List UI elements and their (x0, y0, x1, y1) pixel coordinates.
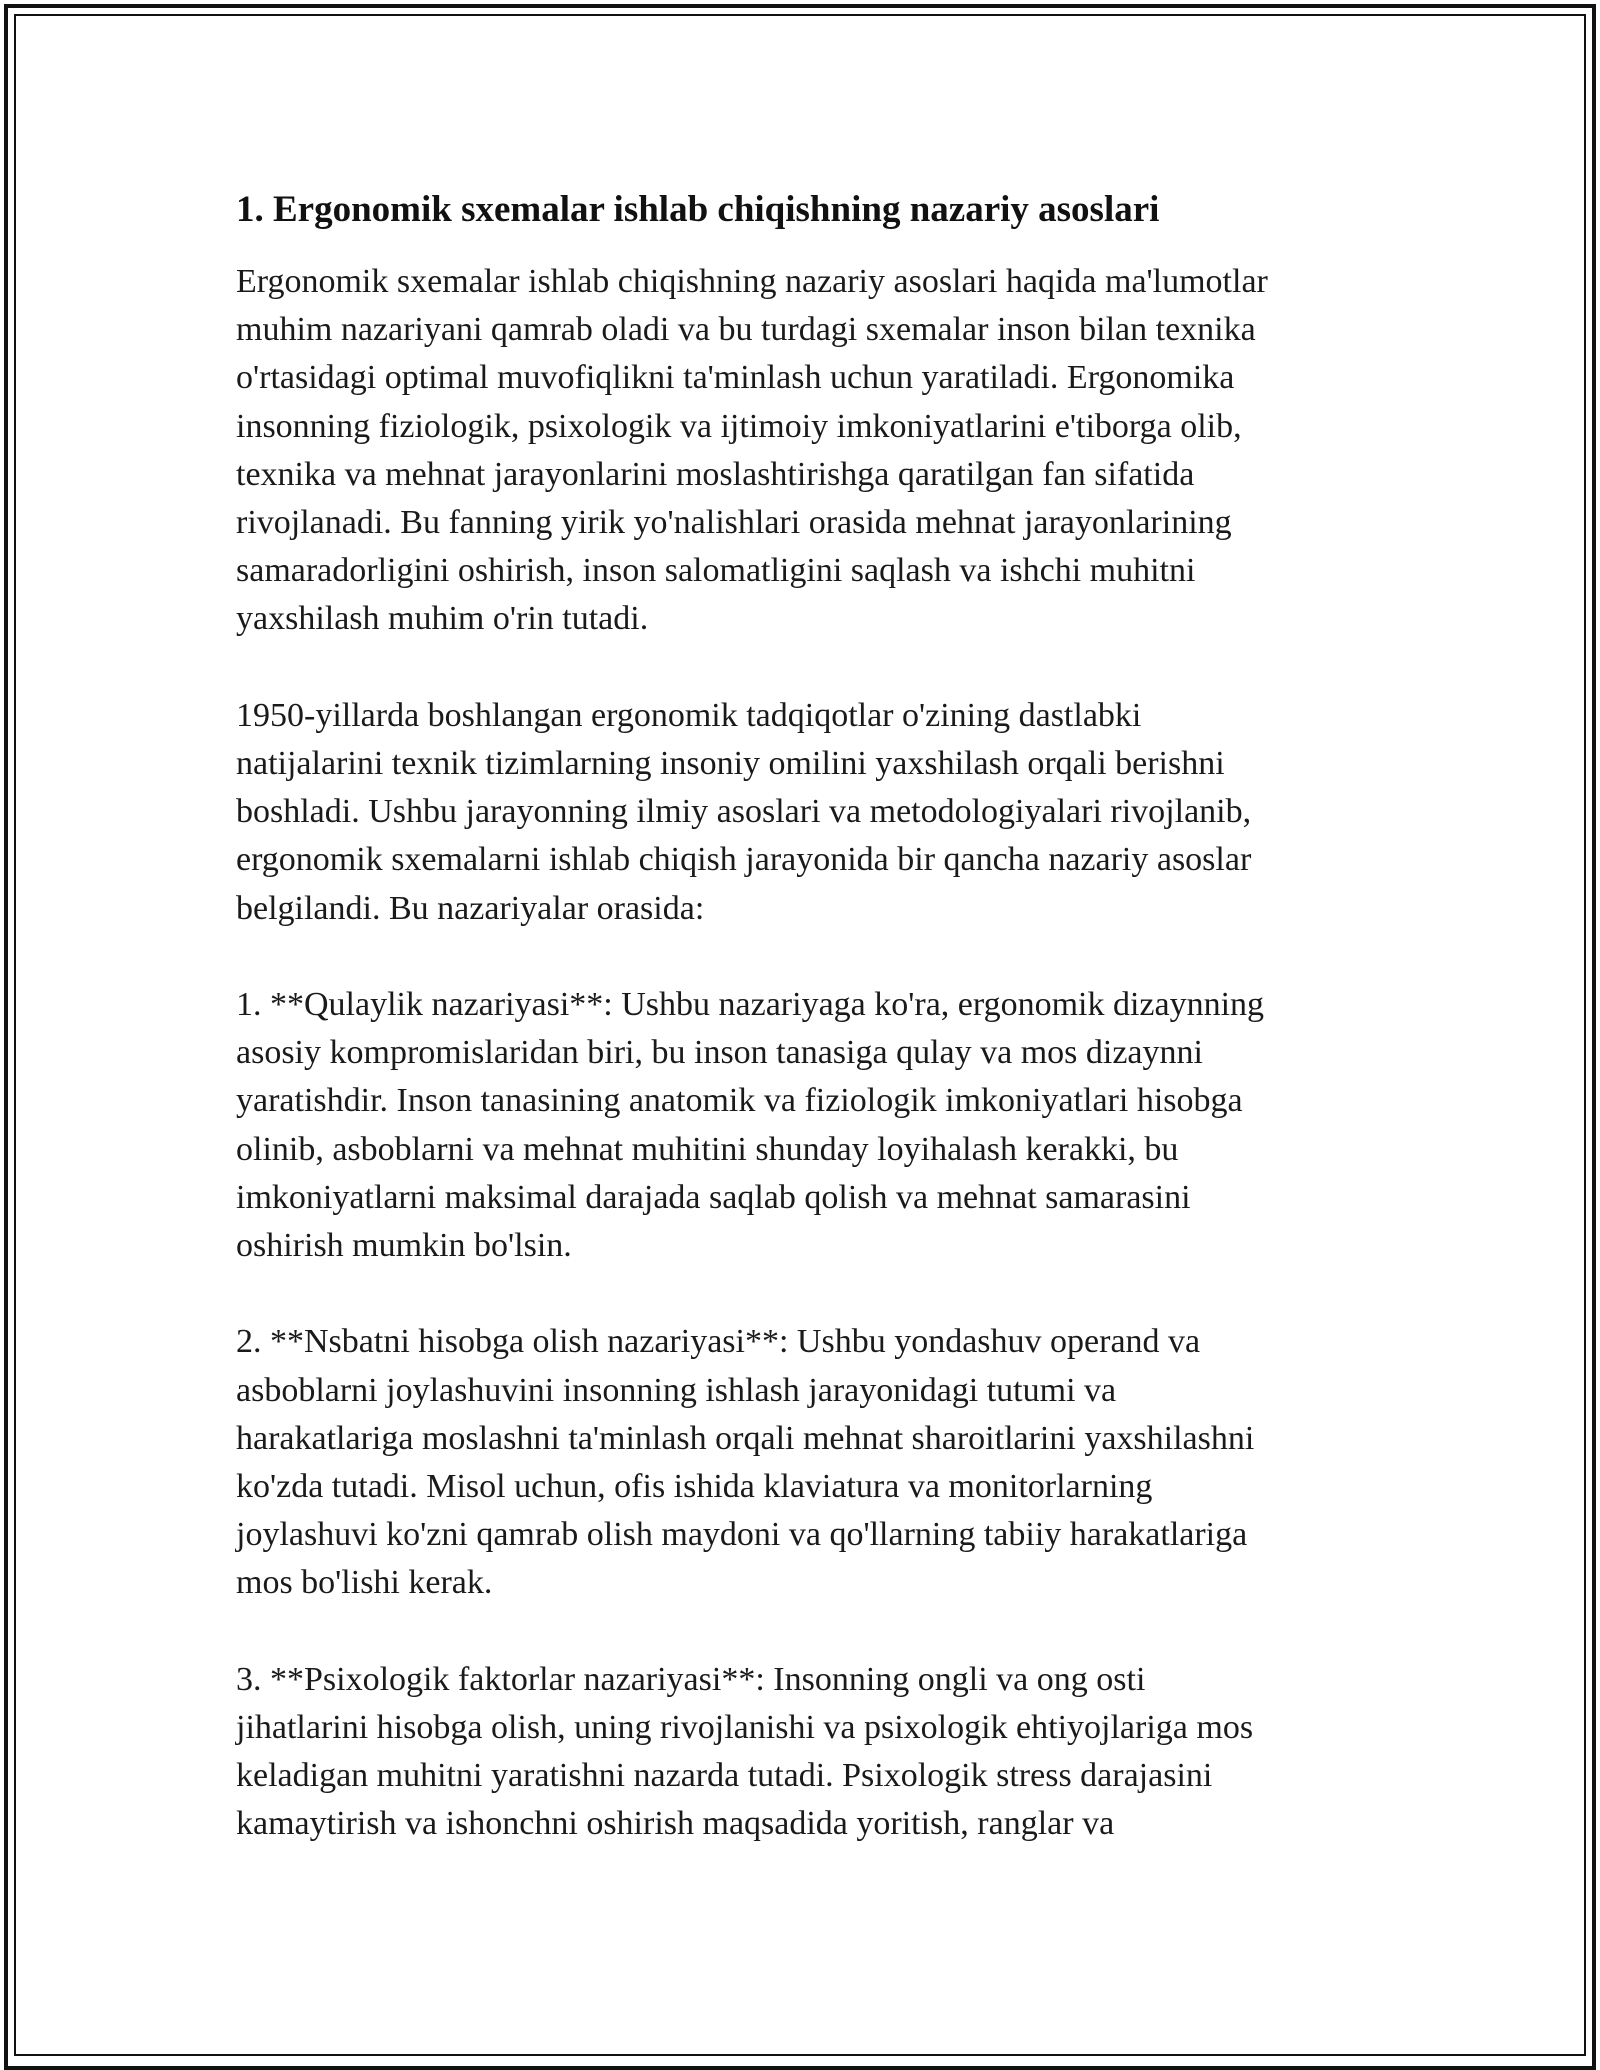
text-line: natijalarini texnik tizimlarning insoniy omilini yaxshilash orqali berishni (236, 745, 1225, 783)
paragraph-theory-2 (236, 1318, 1376, 1607)
text-line: insonning fiziologik, psixologik va ijtimoiy imkoniyatlarini e'tiborga olib, (236, 407, 1242, 445)
text-line: yaxshilash muhim o'rin tutadi. (236, 600, 649, 638)
paragraph-theory-1 (236, 981, 1376, 1270)
text-line: muhim nazariyani qamrab oladi va bu turdagi sxemalar inson bilan texnika (236, 311, 1256, 349)
text-line: rivojlanadi. Bu fanning yirik yo'nalishlari orasida mehnat jarayonlarining (236, 504, 1232, 542)
text-line: belgilandi. Bu nazariyalar orasida: (236, 889, 705, 927)
text-line: kamaytirish va ishonchni oshirish maqsadida yoritish, ranglar va (236, 1805, 1115, 1843)
text-line: harakatlariga moslashni ta'minlash orqali mehnat sharoitlarini yaxshilashni (236, 1419, 1255, 1457)
text-line: ergonomik sxemalarni ishlab chiqish jarayonida bir qancha nazariy asoslar (236, 841, 1252, 879)
text-line: ko'zda tutadi. Misol uchun, ofis ishida klaviatura va monitorlarning (236, 1468, 1153, 1506)
text-line: oshirish mumkin bo'lsin. (236, 1227, 572, 1265)
text-line: imkoniyatlarni maksimal darajada saqlab qolish va mehnat samarasini (236, 1178, 1191, 1216)
text-line: asosiy kompromislaridan biri, bu inson tanasiga qulay va mos dizaynni (236, 1034, 1203, 1072)
text-line: jihatlarini hisobga olish, uning rivojlanishi va psixologik ehtiyojlariga mos (236, 1709, 1254, 1747)
text-line: yaratishdir. Inson tanasining anatomik va fiziologik imkoniyatlari hisobga (236, 1082, 1243, 1120)
text-line: 1950-yillarda boshlangan ergonomik tadqiqotlar o'zining dastlabki (236, 696, 1142, 734)
text-line: 3. **Psixologik faktorlar nazariyasi**: Insonning ongli va ong osti (236, 1660, 1146, 1698)
paragraph-theory-3 (236, 1656, 1376, 1849)
text-line: o'rtasidagi optimal muvofiqlikni ta'minlash uchun yaratiladi. Ergonomika (236, 359, 1235, 397)
text-line: 1. **Qulaylik nazariyasi**: Ushbu nazariyaga ko'ra, ergonomik dizaynning (236, 986, 1265, 1024)
text-line: 2. **Nsbatni hisobga olish nazariyasi**: Ushbu yondashuv operand va (236, 1323, 1201, 1361)
page-title: 1. Ergonomik sxemalar ishlab chiqishning nazariy asoslari (236, 189, 1160, 230)
text-line: mos bo'lishi kerak. (236, 1564, 493, 1602)
text-line: keladigan muhitni yaratishni nazarda tutadi. Psixologik stress darajasini (236, 1757, 1213, 1795)
document-body (236, 186, 1376, 1897)
paragraph-history (236, 692, 1376, 933)
text-line: olinib, asboblarni va mehnat muhitini shunday loyihalash kerakki, bu (236, 1130, 1179, 1168)
text-line: asboblarni joylashuvini insonning ishlash jarayonidagi tutumi va (236, 1371, 1117, 1409)
text-line: boshladi. Ushbu jarayonning ilmiy asoslari va metodologiyalari rivojlanib, (236, 793, 1252, 831)
text-line: texnika va mehnat jarayonlarini moslashtirishga qaratilgan fan sifatida (236, 455, 1195, 493)
text-line: samaradorligini oshirish, inson salomatligini saqlash va ishchi muhitni (236, 552, 1196, 590)
text-line: joylashuvi ko'zni qamrab olish maydoni va qo'llarning tabiiy harakatlariga (236, 1516, 1248, 1554)
text-line: Ergonomik sxemalar ishlab chiqishning nazariy asoslari haqida ma'lumotlar (236, 263, 1268, 300)
paragraph-intro (236, 258, 1376, 644)
